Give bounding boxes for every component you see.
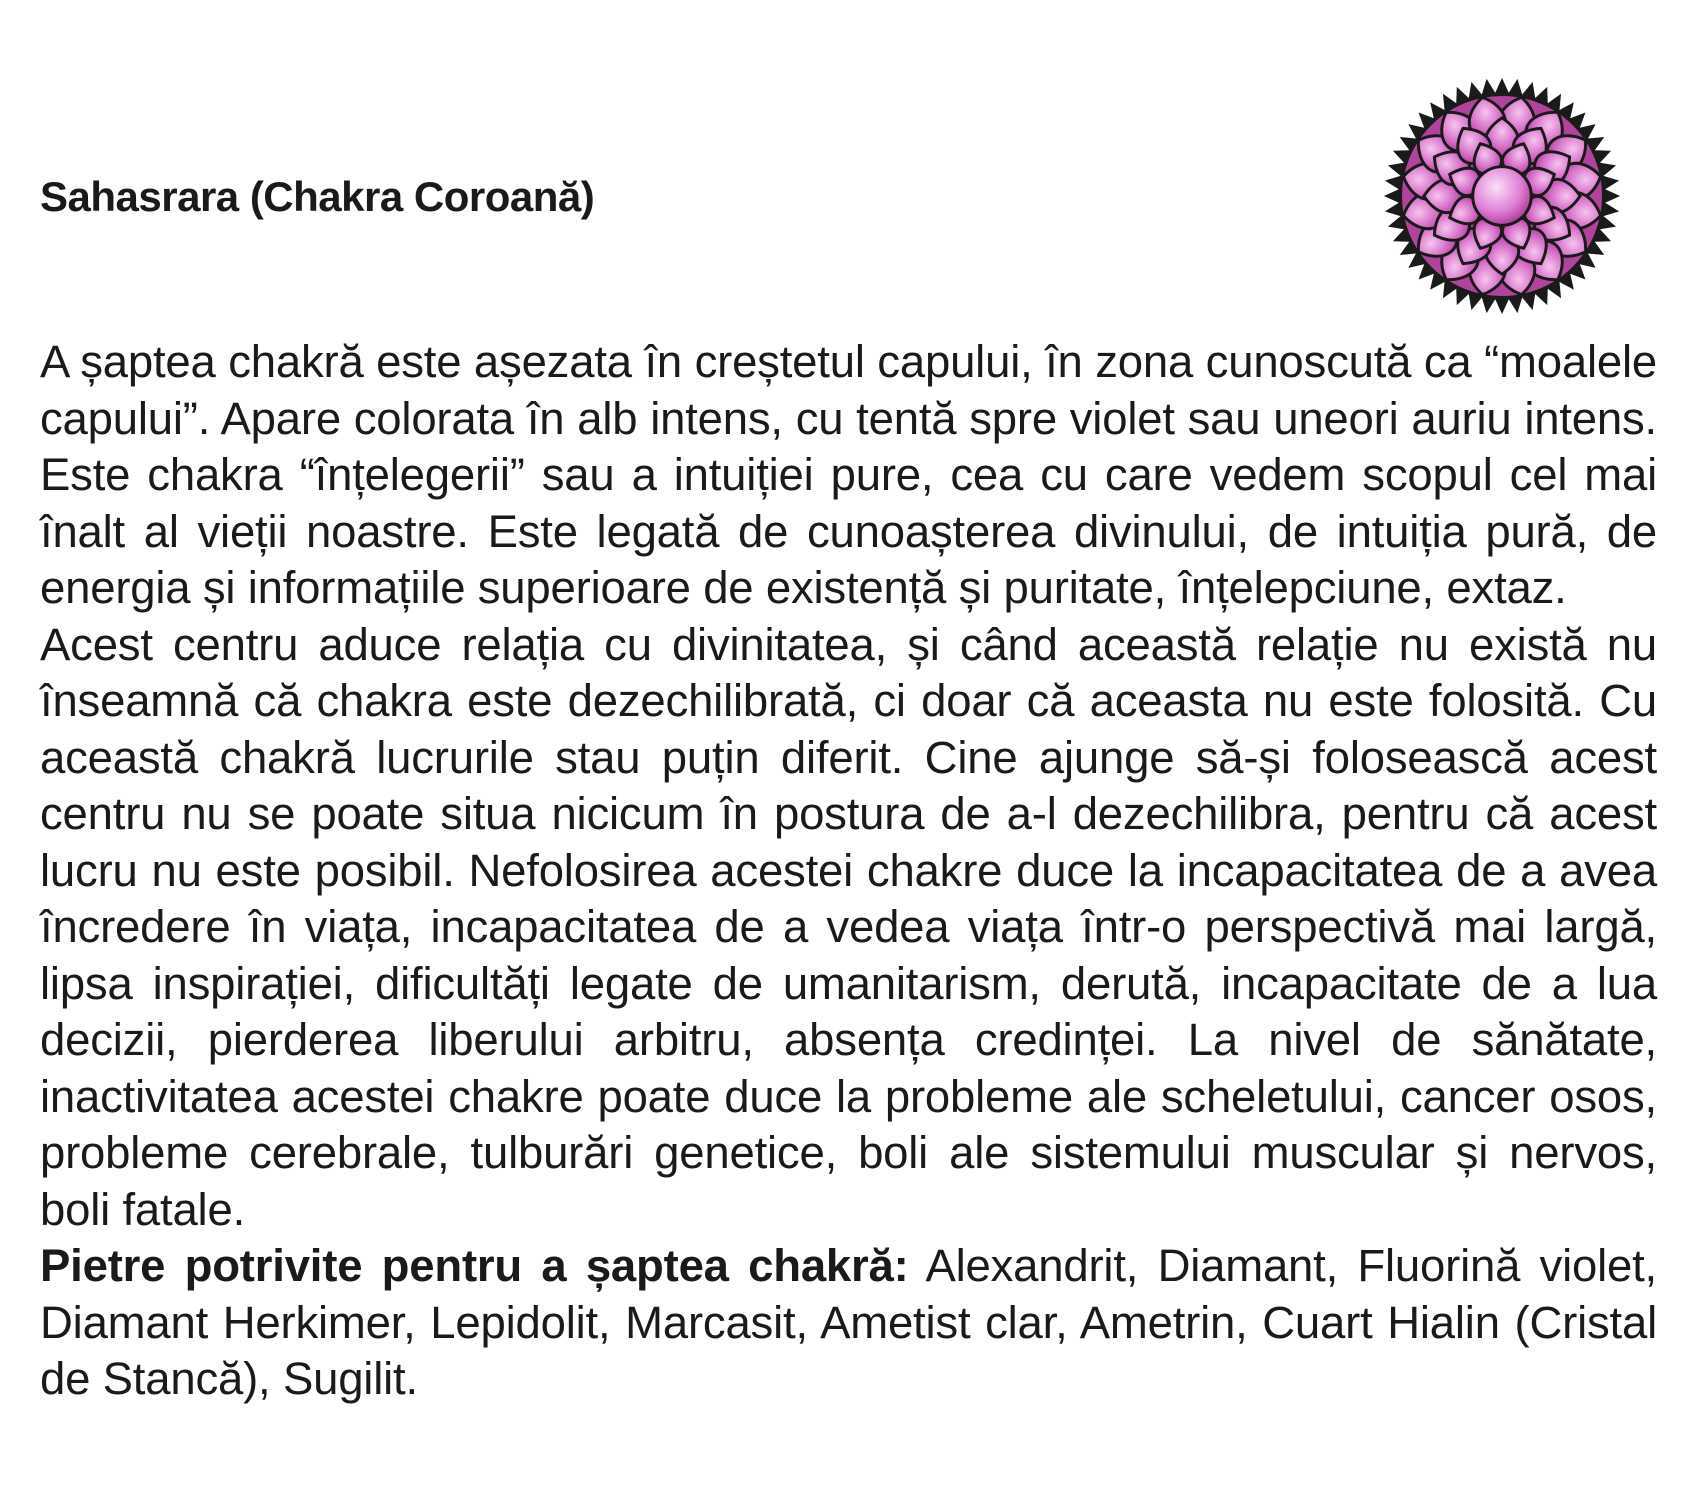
paragraph-divinity: Acest centru aduce relația cu divinitatea, și când această relație nu există nu înseamnă că chakra este dezechilibrată, ci doar că aceasta nu este folosită. Cu această chakră lucrurile stau puțin diferit. Cine ajunge să-și folosească acest centru nu se poate situa nicicum în postura de a-l dezechilibra, pentru că acest lucru nu este posibil. Nefolosirea acestei chakre duce la incapacitatea de a avea încredere în viața, incapacitatea de a vedea viața într-o perspectivă mai largă, lipsa inspirației, dificultăți legate de umanitarism, derută, incapacitate de a lua decizii, pierderea liberului arbitru, absența credinței. La nivel de sănătate, inactivitatea acestei chakre poate duce la probleme ale scheletului, cancer osos, probleme cerebrale, tulburări genetice, boli ale sistemului muscular și nervos, boli fatale. — [40, 618, 1657, 1235]
paragraph-location: A șaptea chakră este așezata în creștetul capului, în zona cunoscută ca “moalele capului”. Apare colorata în alb intens, cu tentă spre violet sau uneori auriu intens. Este chakra “înțelegerii” sau a intuiției pure, cea cu care vedem scopul cel mai înalt al vieții noastre. Este legată de cunoașterea divinului, de intuiția pură, de energia și informațiile superioare de existență și puritate, înțelepciune, extaz. — [40, 336, 1657, 613]
paragraph-stones — [40, 1238, 1657, 1408]
stones-list: Alexandrit, Diamant, Fluorină violet, Diamant Herkimer, Lepidolit, Marcasit, Ametist clar, Ametrin, Cuart Hialin (Cristal de Stancă), Sugilit. — [40, 1240, 1657, 1404]
crown-chakra-lotus-icon — [1380, 74, 1624, 318]
body-text — [40, 334, 1657, 1408]
page-title: Sahasrara (Chakra Coroană) — [40, 173, 595, 220]
stones-label: Pietre potrivite pentru a șaptea chakră: — [40, 1240, 909, 1291]
center-disc — [1473, 167, 1532, 226]
